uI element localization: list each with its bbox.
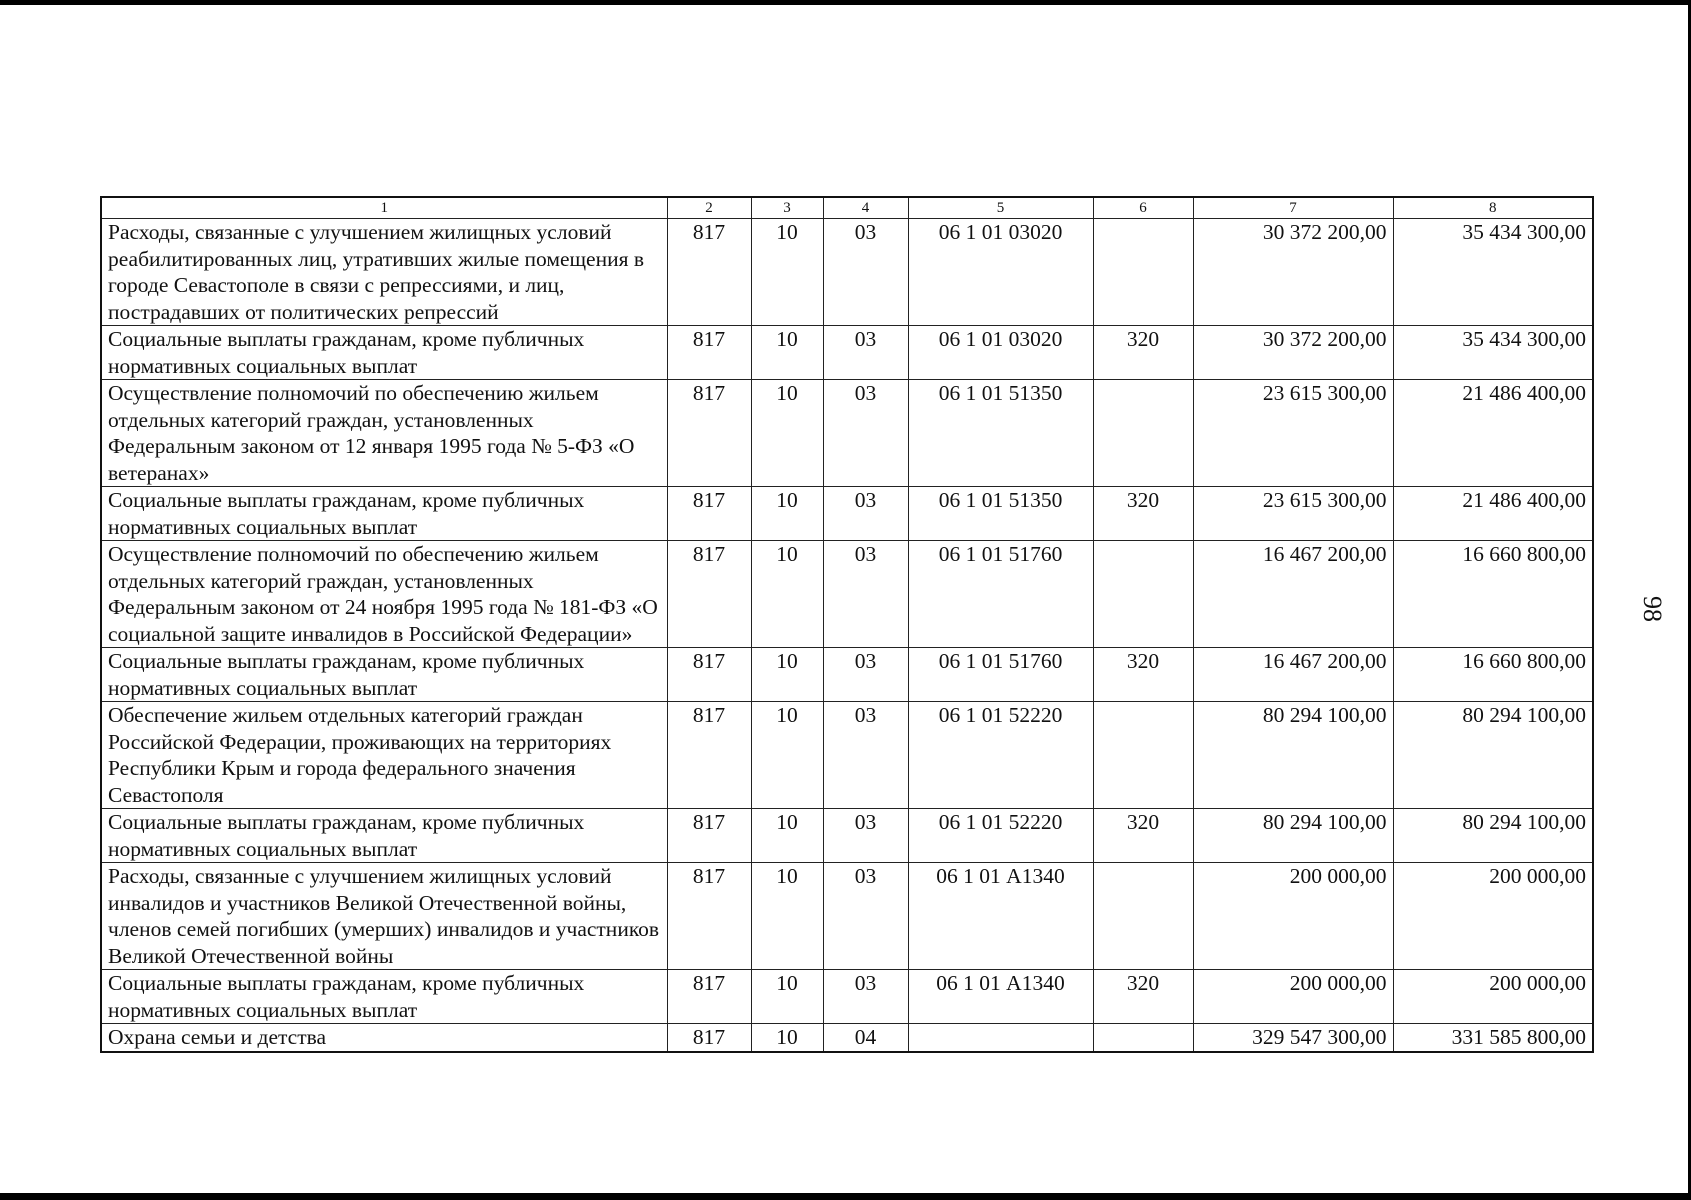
table-row <box>101 809 1593 863</box>
subsection-code-cell: 03 <box>823 326 908 380</box>
table-row <box>101 326 1593 380</box>
amount-year1-cell: 23 615 300,00 <box>1193 380 1393 487</box>
expense-name-cell: Социальные выплаты гражданам, кроме публичных нормативных социальных выплат <box>101 648 667 702</box>
section-code-cell: 10 <box>751 219 823 326</box>
subsection-code-cell: 03 <box>823 809 908 863</box>
section-code-cell: 10 <box>751 863 823 970</box>
target-article-cell: 06 1 01 51350 <box>908 380 1093 487</box>
section-code-cell: 10 <box>751 487 823 541</box>
table-body <box>101 219 1593 1052</box>
expense-name-cell: Охрана семьи и детства <box>101 1024 667 1052</box>
grbs-code-cell: 817 <box>667 487 751 541</box>
expense-type-cell: 320 <box>1093 648 1193 702</box>
page-number: 98 <box>1638 596 1667 622</box>
target-article-cell: 06 1 01 А1340 <box>908 863 1093 970</box>
expense-name-cell: Расходы, связанные с улучшением жилищных условий реабилитированных лиц, утративших жилые помещения в городе Севастополе в связи с репрессиями, и лиц, пострадавших от политических репрессий <box>101 219 667 326</box>
column-number: 4 <box>823 197 908 219</box>
amount-year2-cell: 200 000,00 <box>1393 863 1593 970</box>
amount-year1-cell: 80 294 100,00 <box>1193 702 1393 809</box>
target-article-cell: 06 1 01 А1340 <box>908 970 1093 1024</box>
expense-name-cell: Осуществление полномочий по обеспечению жильем отдельных категорий граждан, установленных Федеральным законом от 12 января 1995 года № 5-ФЗ «О ветеранах» <box>101 380 667 487</box>
grbs-code-cell: 817 <box>667 380 751 487</box>
table-row <box>101 970 1593 1024</box>
subsection-code-cell: 03 <box>823 648 908 702</box>
amount-year2-cell: 80 294 100,00 <box>1393 702 1593 809</box>
subsection-code-cell: 03 <box>823 970 908 1024</box>
grbs-code-cell: 817 <box>667 648 751 702</box>
expense-type-cell: 320 <box>1093 970 1193 1024</box>
target-article-cell: 06 1 01 03020 <box>908 326 1093 380</box>
subsection-code-cell: 04 <box>823 1024 908 1052</box>
subsection-code-cell: 03 <box>823 863 908 970</box>
section-code-cell: 10 <box>751 702 823 809</box>
expense-name-cell: Расходы, связанные с улучшением жилищных условий инвалидов и участников Великой Отечественной войны, членов семей погибших (умерших) инвалидов и участников Великой Отечественной войны <box>101 863 667 970</box>
expense-type-cell: 320 <box>1093 326 1193 380</box>
grbs-code-cell: 817 <box>667 1024 751 1052</box>
table-row <box>101 702 1593 809</box>
table-row <box>101 1024 1593 1052</box>
amount-year2-cell: 331 585 800,00 <box>1393 1024 1593 1052</box>
amount-year1-cell: 329 547 300,00 <box>1193 1024 1393 1052</box>
section-code-cell: 10 <box>751 1024 823 1052</box>
column-number: 3 <box>751 197 823 219</box>
subsection-code-cell: 03 <box>823 487 908 541</box>
expense-name-cell: Социальные выплаты гражданам, кроме публичных нормативных социальных выплат <box>101 487 667 541</box>
amount-year1-cell: 30 372 200,00 <box>1193 326 1393 380</box>
grbs-code-cell: 817 <box>667 326 751 380</box>
amount-year2-cell: 35 434 300,00 <box>1393 326 1593 380</box>
amount-year2-cell: 16 660 800,00 <box>1393 648 1593 702</box>
target-article-cell: 06 1 01 03020 <box>908 219 1093 326</box>
table-row <box>101 648 1593 702</box>
column-number: 2 <box>667 197 751 219</box>
table-row <box>101 541 1593 648</box>
amount-year2-cell: 21 486 400,00 <box>1393 380 1593 487</box>
expense-name-cell: Обеспечение жильем отдельных категорий граждан Российской Федерации, проживающих на территориях Республики Крым и города федерального значения Севастополя <box>101 702 667 809</box>
column-number: 6 <box>1093 197 1193 219</box>
budget-table <box>100 196 1594 1053</box>
grbs-code-cell: 817 <box>667 219 751 326</box>
target-article-cell: 06 1 01 52220 <box>908 702 1093 809</box>
table-row <box>101 380 1593 487</box>
subsection-code-cell: 03 <box>823 380 908 487</box>
expense-name-cell: Социальные выплаты гражданам, кроме публичных нормативных социальных выплат <box>101 326 667 380</box>
column-number: 8 <box>1393 197 1593 219</box>
expense-type-cell <box>1093 219 1193 326</box>
grbs-code-cell: 817 <box>667 809 751 863</box>
expense-type-cell <box>1093 541 1193 648</box>
subsection-code-cell: 03 <box>823 702 908 809</box>
section-code-cell: 10 <box>751 809 823 863</box>
section-code-cell: 10 <box>751 970 823 1024</box>
grbs-code-cell: 817 <box>667 863 751 970</box>
column-number: 1 <box>101 197 667 219</box>
subsection-code-cell: 03 <box>823 219 908 326</box>
expense-type-cell: 320 <box>1093 809 1193 863</box>
amount-year2-cell: 16 660 800,00 <box>1393 541 1593 648</box>
section-code-cell: 10 <box>751 648 823 702</box>
target-article-cell: 06 1 01 51760 <box>908 648 1093 702</box>
scan-border-bottom <box>0 1193 1691 1200</box>
target-article-cell <box>908 1024 1093 1052</box>
target-article-cell: 06 1 01 51350 <box>908 487 1093 541</box>
section-code-cell: 10 <box>751 380 823 487</box>
column-number-row <box>101 197 1593 219</box>
amount-year1-cell: 16 467 200,00 <box>1193 541 1393 648</box>
amount-year2-cell: 200 000,00 <box>1393 970 1593 1024</box>
table-row <box>101 863 1593 970</box>
table-row <box>101 219 1593 326</box>
grbs-code-cell: 817 <box>667 541 751 648</box>
amount-year1-cell: 80 294 100,00 <box>1193 809 1393 863</box>
expense-type-cell <box>1093 380 1193 487</box>
subsection-code-cell: 03 <box>823 541 908 648</box>
expense-type-cell: 320 <box>1093 487 1193 541</box>
amount-year1-cell: 200 000,00 <box>1193 970 1393 1024</box>
scan-border-top <box>0 0 1691 5</box>
amount-year1-cell: 23 615 300,00 <box>1193 487 1393 541</box>
expense-name-cell: Осуществление полномочий по обеспечению жильем отдельных категорий граждан, установленных Федеральным законом от 24 ноября 1995 года № 181-ФЗ «О социальной защите инвалидов в Российской Федерации» <box>101 541 667 648</box>
target-article-cell: 06 1 01 51760 <box>908 541 1093 648</box>
column-number: 7 <box>1193 197 1393 219</box>
expense-name-cell: Социальные выплаты гражданам, кроме публичных нормативных социальных выплат <box>101 970 667 1024</box>
amount-year1-cell: 200 000,00 <box>1193 863 1393 970</box>
amount-year1-cell: 30 372 200,00 <box>1193 219 1393 326</box>
section-code-cell: 10 <box>751 326 823 380</box>
amount-year1-cell: 16 467 200,00 <box>1193 648 1393 702</box>
section-code-cell: 10 <box>751 541 823 648</box>
table-row <box>101 487 1593 541</box>
expense-type-cell <box>1093 702 1193 809</box>
amount-year2-cell: 35 434 300,00 <box>1393 219 1593 326</box>
expense-type-cell <box>1093 1024 1193 1052</box>
amount-year2-cell: 21 486 400,00 <box>1393 487 1593 541</box>
amount-year2-cell: 80 294 100,00 <box>1393 809 1593 863</box>
target-article-cell: 06 1 01 52220 <box>908 809 1093 863</box>
column-number: 5 <box>908 197 1093 219</box>
expense-name-cell: Социальные выплаты гражданам, кроме публичных нормативных социальных выплат <box>101 809 667 863</box>
expense-type-cell <box>1093 863 1193 970</box>
grbs-code-cell: 817 <box>667 970 751 1024</box>
grbs-code-cell: 817 <box>667 702 751 809</box>
